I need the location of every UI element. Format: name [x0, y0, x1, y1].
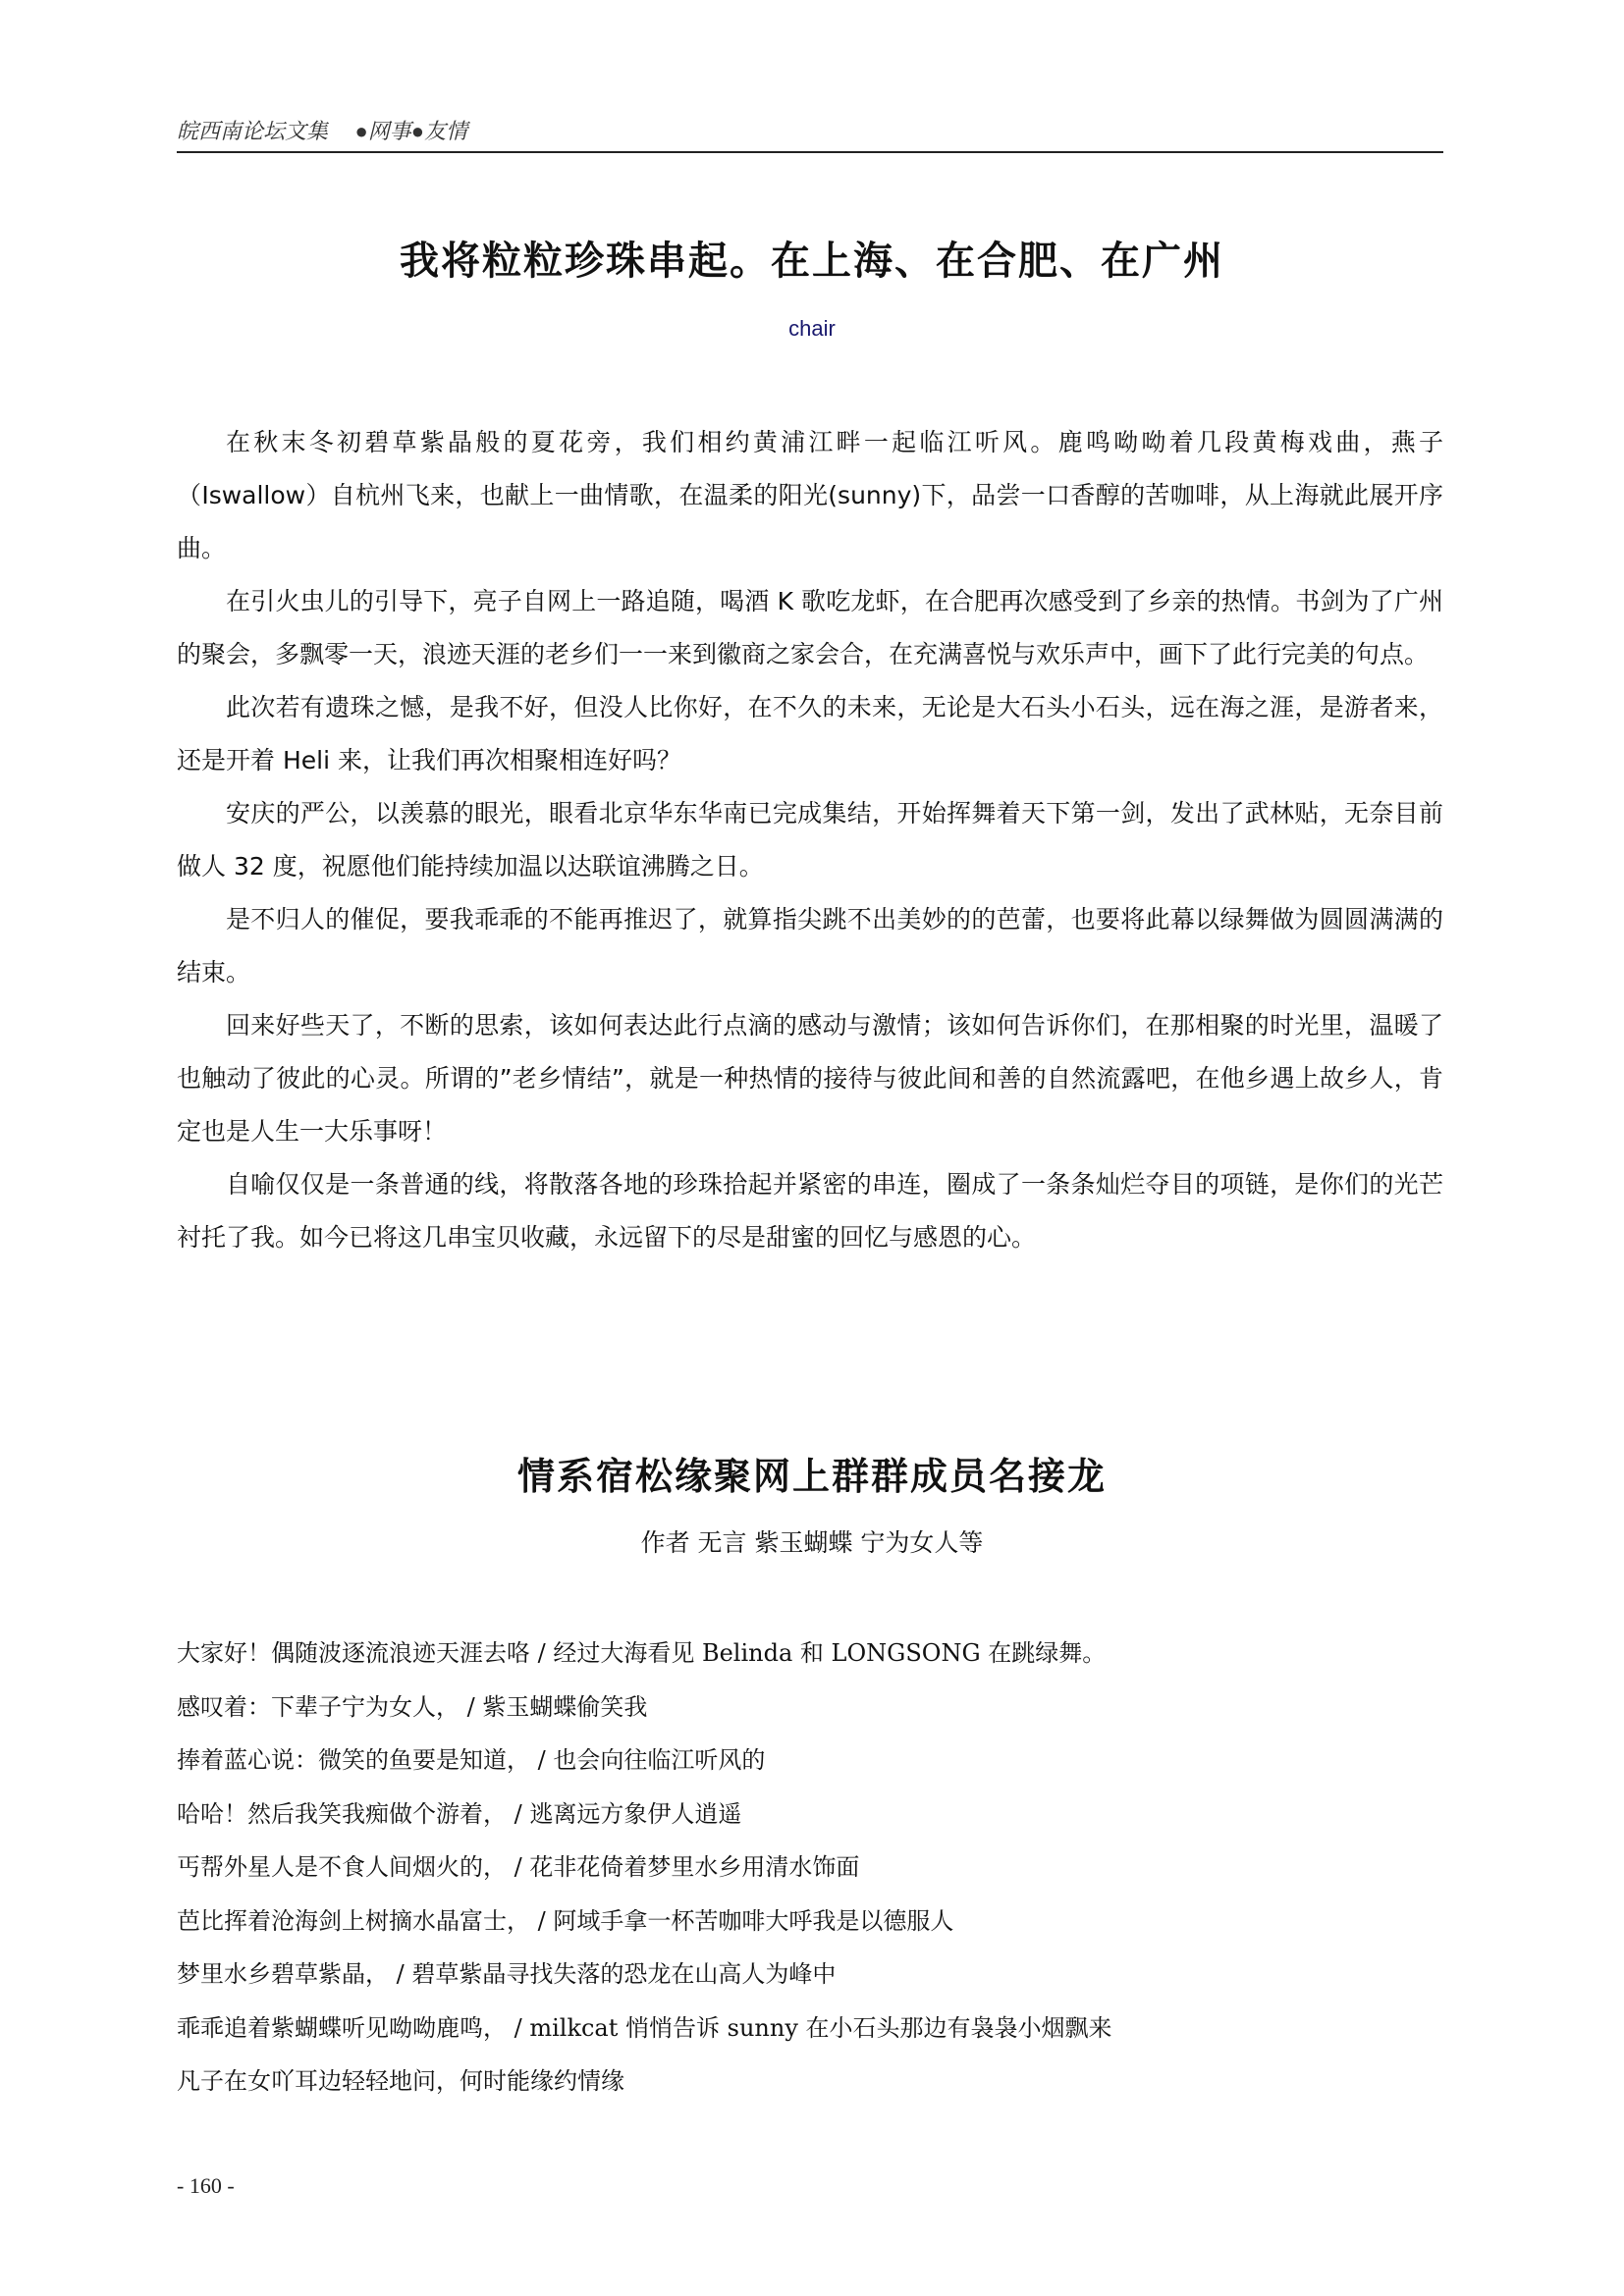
paragraph: 回来好些天了，不断的思索，该如何表达此行点滴的感动与激情；该如何告诉你们，在那相聚的时光里，温暖了也触动了彼此的心灵。所谓的”老乡情结”，就是一种热情的接待与彼此间和善的自然流露吧，在他乡遇上故乡人，肯定也是人生一大乐事呀！: [177, 1011, 1443, 1146]
paragraph: 是不归人的催促，要我乖乖的不能再推迟了，就算指尖跳不出美妙的的芭蕾，也要将此幕以绿舞做为圆圆满满的结束。: [177, 905, 1443, 987]
poem-line: 凡子在女吖耳边轻轻地问，何时能缘约情缘: [177, 2067, 624, 2095]
second-article-title: 情系宿松缘聚网上群群成员名接龙: [516, 1455, 1107, 1498]
poem-line: 梦里水乡碧草紫晶， / 碧草紫晶寻找失落的恐龙在山高人为峰中: [177, 1960, 837, 1988]
article-title: 我将粒粒珍珠串起。在上海、在合肥、在广州: [400, 239, 1224, 284]
paragraph: 此次若有遗珠之憾，是我不好，但没人比你好，在不久的未来，无论是大石头小石头，远在海之涯，是游者来，还是开着 Heli 来，让我们再次相聚相连好吗？: [177, 693, 1443, 774]
paragraph: 安庆的严公，以羡慕的眼光，眼看北京华东华南已完成集结，开始挥舞着天下第一剑，发出了武林贴，无奈目前做人 32 度，祝愿他们能持续加温以达联谊沸腾之日。: [177, 799, 1443, 881]
poem-line: 哈哈！然后我笑我痴做个游着， / 逃离远方象伊人逍遥: [177, 1799, 742, 1828]
poem-line: 捧着蓝心说：微笑的鱼要是知道， / 也会向往临江听风的: [177, 1746, 766, 1774]
article-author: chair: [788, 316, 836, 341]
paragraph: 在引火虫儿的引导下，亮子自网上一路追随，喝酒 K 歌吃龙虾，在合肥再次感受到了乡亲的热情。书剑为了广州的聚会，多飘零一天，浪迹天涯的老乡们一一来到徽商之家会合，在充满喜悦与欢乐声中，画下了此行完美的句点。: [177, 587, 1443, 668]
poem-line: 丐帮外星人是不食人间烟火的， / 花非花倚着梦里水乡用清水饰面: [177, 1853, 860, 1881]
poem-line: 感叹着：下辈子宁为女人， / 紫玉蝴蝶偷笑我: [177, 1692, 648, 1721]
second-article-author: 作者 无言 紫玉蝴蝶 宁为女人等: [640, 1528, 984, 1557]
paragraph: 在秋末冬初碧草紫晶般的夏花旁，我们相约黄浦江畔一起临江听风。鹿鸣呦呦着几段黄梅戏曲，燕子（Iswallow）自杭州飞来，也献上一曲情歌，在温柔的阳光(sunny)下，品尝一口香醇的苦咖啡，从上海就此展开序曲。: [177, 428, 1443, 562]
poem-body: [177, 1627, 1443, 2109]
poem-line: 大家好！偶随波逐流浪迹天涯去咯 / 经过大海看见 Belinda 和 LONGSONG 在跳绿舞。: [177, 1639, 1107, 1667]
section-title: ●网事●友情: [354, 119, 468, 143]
running-header: [177, 114, 1443, 153]
page-number: - 160 -: [177, 2173, 235, 2198]
poem-line: 芭比挥着沧海剑上树摘水晶富士， / 阿域手拿一杯苦咖啡大呼我是以德服人: [177, 1906, 954, 1935]
paragraph: 自喻仅仅是一条普通的线，将散落各地的珍珠拾起并紧密的串连，圈成了一条条灿烂夺目的项链，是你们的光芒衬托了我。如今已将这几串宝贝收藏，永远留下的尽是甜蜜的回忆与感恩的心。: [177, 1170, 1443, 1252]
poem-line: 乖乖追着紫蝴蝶听见呦呦鹿鸣， / milkcat 悄悄告诉 sunny 在小石头那边有袅袅小烟飘来: [177, 2013, 1112, 2042]
book-title: 皖西南论坛文集: [177, 119, 329, 143]
article-body: [177, 416, 1443, 1264]
